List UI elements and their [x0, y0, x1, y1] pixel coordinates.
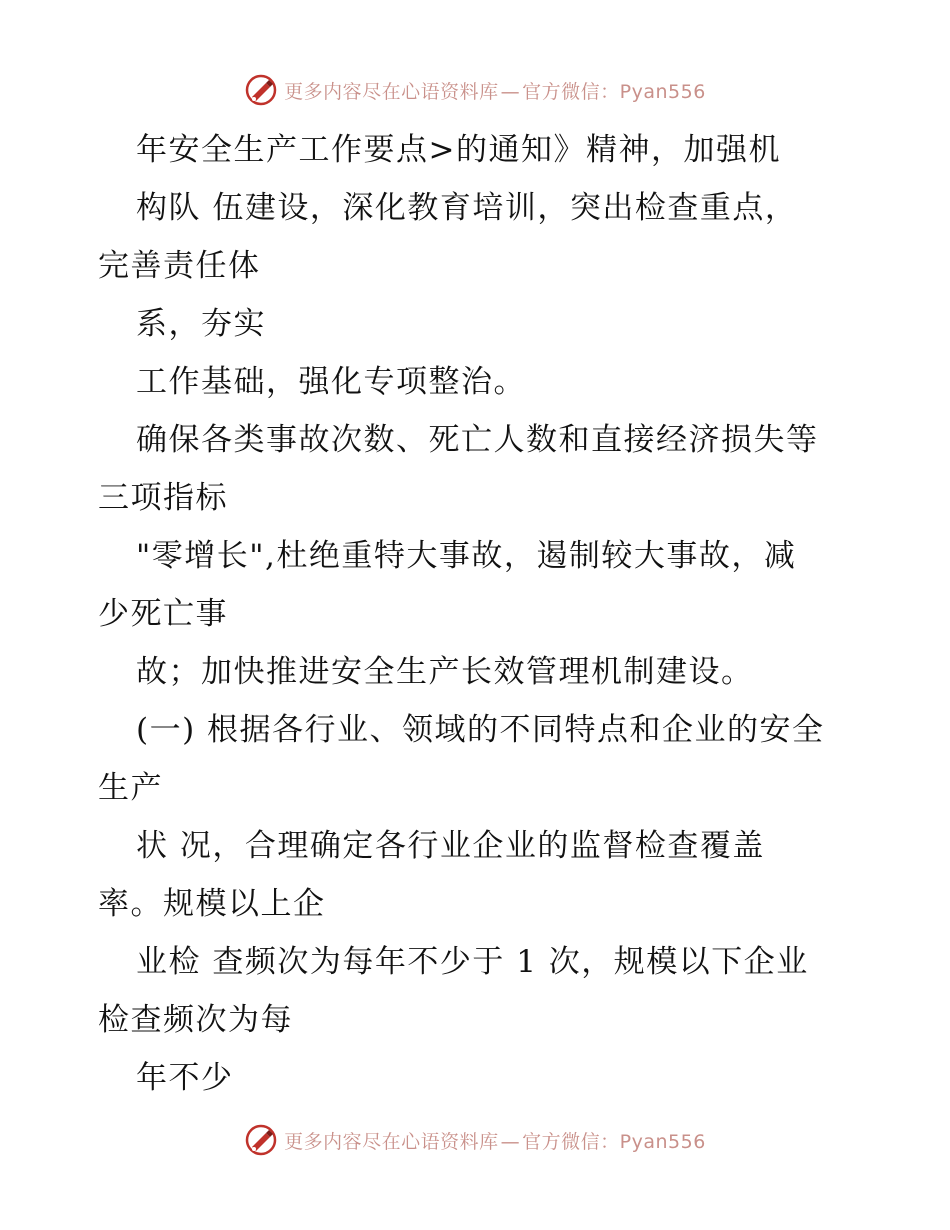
header-banner: [0, 70, 950, 110]
text-line: 年不少: [136, 1060, 234, 1096]
pen-logo-icon: [244, 1123, 278, 1157]
banner-text: [284, 1127, 706, 1154]
banner-text: [284, 77, 706, 104]
text-line: 业检 查频次为每年不少于 1 次，规模以下企业: [136, 944, 809, 980]
banner-suffix-text: 官方微信：Pyan556: [522, 1130, 706, 1153]
text-line: 年安全生产工作要点>的通知》精神，加强机: [136, 132, 781, 168]
banner-suffix-text: 官方微信：Pyan556: [522, 80, 706, 103]
text-line: 系，夯实: [136, 306, 266, 342]
text-line: 少死亡事: [98, 596, 228, 632]
pen-logo-icon: [244, 73, 278, 107]
footer-banner: [0, 1120, 950, 1160]
banner-dash: —: [500, 80, 521, 103]
banner-main-text: 更多内容尽在心语资料库: [284, 1130, 499, 1153]
text-line: 工作基础，强化专项整治。: [136, 364, 526, 400]
text-line: 确保各类事故次数、死亡人数和直接经济损失等: [136, 422, 819, 458]
text-line: 构队 伍建设，深化教育培训，突出检查重点，: [136, 190, 798, 226]
text-line: 三项指标: [98, 480, 228, 516]
text-line: 状 况，合理确定各行业企业的监督检查覆盖: [136, 828, 765, 864]
text-line: "零增长",杜绝重特大事故，遏制较大事故，减: [136, 538, 797, 574]
text-line: 生产: [98, 770, 163, 806]
text-line: 率。规模以上企: [98, 886, 326, 922]
text-line: (一) 根据各行业、领域的不同特点和企业的安全: [136, 712, 825, 748]
text-line: 检查频次为每: [98, 1002, 293, 1038]
text-line: 完善责任体: [98, 248, 261, 284]
banner-main-text: 更多内容尽在心语资料库: [284, 80, 499, 103]
text-line: 故；加快推进安全生产长效管理机制建设。: [136, 654, 754, 690]
banner-dash: —: [500, 1130, 521, 1153]
